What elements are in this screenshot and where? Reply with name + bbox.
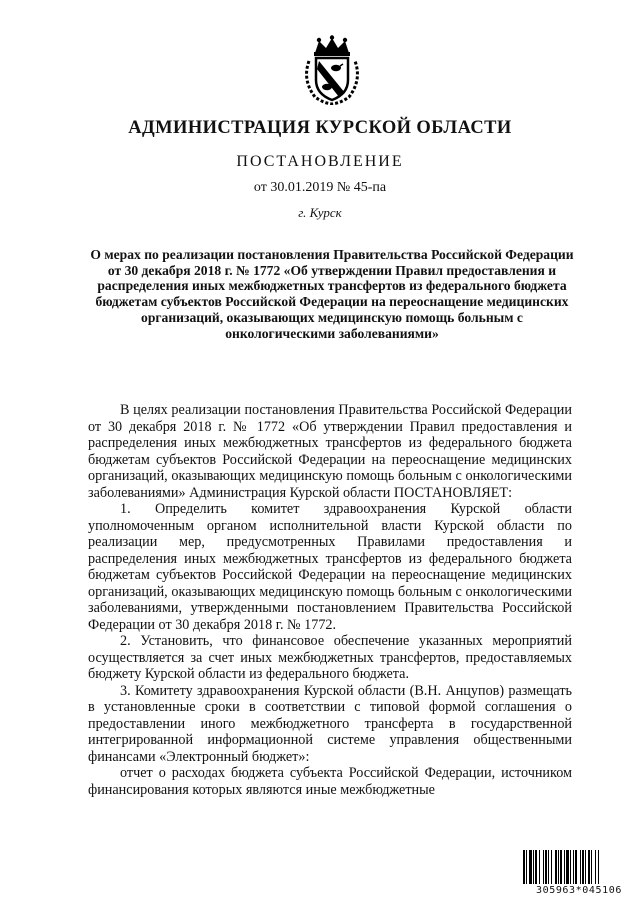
item-2-paragraph: 2. Установить, что финансовое обеспечение указанных мероприятий осуществляется за счет иных межбюджетных трансфертов, предоставляемых бюджету Курской области из федерального бюджета. [88, 633, 572, 682]
item-3-paragraph: 3. Комитету здравоохранения Курской области (В.Н. Анцупов) размещать в установленные сроки в соответствии с типовой формой соглашения о предоставлении иного межбюджетного трансферта в государственной интегрированной информационной системе управления общественными финансами «Электронный бюджет»: [88, 682, 572, 765]
barcode-number: 305963*045106 [535, 885, 623, 896]
item-3-subparagraph: отчет о расходах бюджета субъекта Российской Федерации, источником финансирования которых являются иные межбюджетные [88, 765, 572, 798]
document-subject: О мерах по реализации постановления Правительства Российской Федерации от 30 декабря 2018 г. № 1772 «Об утверждении Правил предоставления и распределения иных межбюджетных трансфертов из федерального бюджета бюджетам субъектов Российской Федерации на переоснащение медицинских организаций, оказывающих медицинскую помощь больным с онкологическими заболеваниями» [90, 247, 574, 341]
coat-of-arms-emblem [299, 35, 365, 105]
date-number-line: от 30.01.2019 № 45-па [253, 180, 387, 195]
organization-title: АДМИНИСТРАЦИЯ КУРСКОЙ ОБЛАСТИ [128, 118, 512, 138]
item-1-paragraph: 1. Определить комитет здравоохранения Курской области уполномоченным органом исполнительной власти Курской области по реализации мер, предусмотренных Правилами предоставления и распределения иных межбюджетных трансфертов из федерального бюджета бюджетам субъектов Российской Федерации на переоснащение медицинских организаций, оказывающих медицинскую помощь больным с онкологическими заболеваниями, утвержденными постановлением Правительства Российской Федерации от 30 декабря 2018 г. № 1772. [88, 501, 572, 633]
document-type: ПОСТАНОВЛЕНИЕ [236, 153, 404, 170]
barcode-bars [523, 850, 635, 884]
barcode [523, 850, 635, 898]
document-body [88, 402, 572, 798]
city-line: г. Курск [298, 205, 342, 220]
intro-paragraph: В целях реализации постановления Правительства Российской Федерации от 30 декабря 2018 г. № 1772 «Об утверждении Правил предоставления и распределения иных межбюджетных трансфертов из федерального бюджета бюджетам субъектов Российской Федерации на переоснащение медицинских организаций, оказывающих медицинскую помощь больным с онкологическими заболеваниями» Администрация Курской области ПОСТАНОВЛЯЕТ: [88, 402, 572, 501]
